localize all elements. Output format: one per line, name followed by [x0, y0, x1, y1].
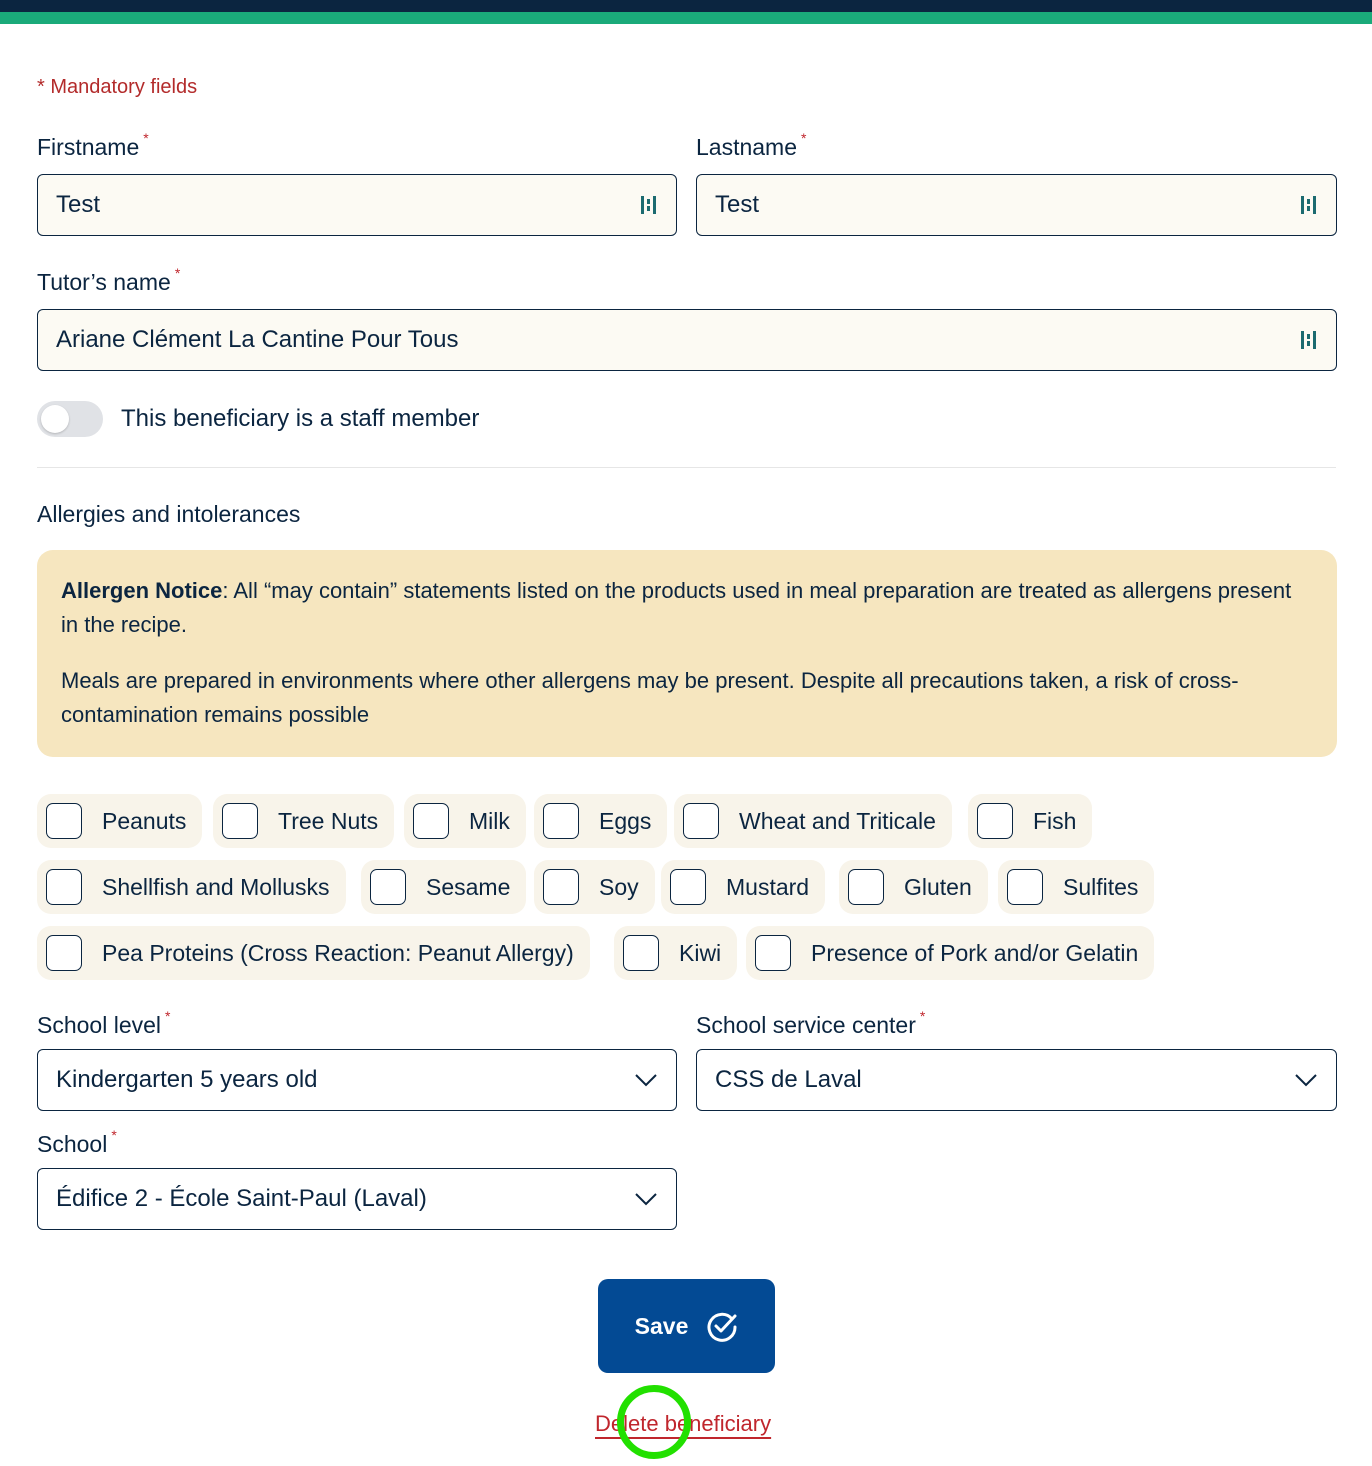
- checkbox[interactable]: [1007, 869, 1043, 905]
- allergy-option-peanuts[interactable]: [37, 794, 202, 848]
- allergy-option-label: Sulfites: [1063, 873, 1139, 900]
- checkbox[interactable]: [543, 869, 579, 905]
- required-marker: *: [174, 265, 181, 281]
- allergy-option-label: Wheat and Triticale: [739, 807, 936, 834]
- allergies-section-title: Allergies and intolerances: [37, 501, 301, 527]
- checkbox[interactable]: [848, 869, 884, 905]
- required-marker: *: [919, 1008, 926, 1024]
- allergy-option-label: Eggs: [599, 807, 652, 834]
- firstname-label: [37, 130, 149, 161]
- checkbox[interactable]: [623, 935, 659, 971]
- autofill-icon[interactable]: [1300, 193, 1318, 217]
- school-label-text: School: [37, 1131, 108, 1157]
- school-service-center-value: CSS de Laval: [715, 1066, 862, 1093]
- allergy-option-label: Presence of Pork and/or Gelatin: [811, 939, 1139, 966]
- school-value: Édifice 2 - École Saint-Paul (Laval): [56, 1185, 427, 1212]
- save-button[interactable]: [598, 1279, 775, 1373]
- school-level-label: [37, 1008, 171, 1039]
- allergy-option-label: Gluten: [904, 873, 972, 900]
- lastname-field[interactable]: [696, 174, 1337, 236]
- allergy-option-gluten[interactable]: [839, 860, 988, 914]
- allergy-option-label: Soy: [599, 873, 639, 900]
- checkbox[interactable]: [413, 803, 449, 839]
- checkbox[interactable]: [370, 869, 406, 905]
- chevron-down-icon: [1294, 1066, 1318, 1094]
- allergy-option-kiwi[interactable]: [614, 926, 737, 980]
- lastname-label: [696, 130, 807, 161]
- tutor-label: [37, 265, 181, 296]
- checkbox[interactable]: [755, 935, 791, 971]
- lastname-label-text: Lastname: [696, 134, 798, 160]
- checkbox[interactable]: [543, 803, 579, 839]
- firstname-field[interactable]: [37, 174, 677, 236]
- allergen-notice-paragraph-2: Meals are prepared in environments where other allergens may be present. Despite all precautions taken, a risk of cross-contamination remains possible: [61, 668, 1239, 727]
- tutor-name-field[interactable]: [37, 309, 1337, 371]
- top-bar-green-stripe: [0, 12, 1372, 24]
- checkbox[interactable]: [46, 869, 82, 905]
- checkbox[interactable]: [46, 803, 82, 839]
- lastname-value: Test: [715, 191, 760, 218]
- save-button-label: Save: [634, 1312, 689, 1339]
- allergy-option-tree-nuts[interactable]: [213, 794, 394, 848]
- required-marker: *: [801, 130, 807, 146]
- school-service-center-select[interactable]: [696, 1049, 1337, 1111]
- tutor-label-text: Tutor’s name: [37, 269, 171, 295]
- allergen-notice-paragraph-1: [61, 574, 1313, 642]
- required-marker: *: [143, 130, 149, 146]
- checkbox[interactable]: [977, 803, 1013, 839]
- autofill-icon[interactable]: [640, 193, 658, 217]
- allergen-notice: [37, 550, 1337, 757]
- allergy-option-label: Milk: [469, 807, 510, 834]
- allergy-option-label: Tree Nuts: [278, 807, 379, 834]
- required-marker: *: [165, 1008, 171, 1024]
- allergy-option-pork-gelatin[interactable]: [746, 926, 1154, 980]
- allergen-notice-text: : All “may contain” statements listed on the products used in meal preparation are treated as allergens present in the recipe.: [61, 578, 1292, 637]
- tutor-name-value: Ariane Clément La Cantine Pour Tous: [56, 326, 459, 353]
- top-bar-dark-stripe: [0, 0, 1372, 12]
- autofill-icon[interactable]: [1300, 328, 1318, 352]
- staff-member-toggle[interactable]: [37, 401, 103, 437]
- allergen-notice-heading: Allergen Notice: [61, 578, 223, 603]
- allergy-option-label: Mustard: [726, 873, 810, 900]
- section-divider: [37, 467, 1336, 468]
- allergy-option-wheat-and-triticale[interactable]: [674, 794, 952, 848]
- allergy-option-label: Pea Proteins (Cross Reaction: Peanut Allergy): [102, 939, 574, 966]
- allergy-option-soy[interactable]: [534, 860, 655, 914]
- firstname-label-text: Firstname: [37, 134, 140, 160]
- check-circle-icon: [706, 1310, 738, 1342]
- firstname-value: Test: [56, 191, 101, 218]
- school-service-center-label-text: School service center: [696, 1012, 916, 1038]
- allergy-option-shellfish-and-mollusks[interactable]: [37, 860, 346, 914]
- allergy-option-label: Shellfish and Mollusks: [102, 873, 330, 900]
- top-accent-bar: [0, 0, 1372, 24]
- school-label: [37, 1127, 117, 1158]
- allergy-option-pea-proteins[interactable]: [37, 926, 590, 980]
- mandatory-fields-note: * Mandatory fields: [37, 76, 198, 98]
- allergy-option-label: Sesame: [426, 873, 511, 900]
- school-level-label-text: School level: [37, 1012, 162, 1038]
- allergy-option-eggs[interactable]: [534, 794, 667, 848]
- allergy-option-label: Fish: [1033, 807, 1077, 834]
- chevron-down-icon: [634, 1185, 658, 1213]
- school-level-select[interactable]: [37, 1049, 677, 1111]
- checkbox[interactable]: [46, 935, 82, 971]
- checkbox[interactable]: [222, 803, 258, 839]
- staff-member-label: This beneficiary is a staff member: [121, 405, 480, 432]
- allergy-option-mustard[interactable]: [661, 860, 825, 914]
- checkbox[interactable]: [670, 869, 706, 905]
- delete-beneficiary-link[interactable]: Delete beneficiary: [595, 1411, 772, 1436]
- allergy-option-label: Peanuts: [102, 807, 187, 834]
- school-service-center-label: [696, 1008, 926, 1039]
- click-indicator: [617, 1385, 691, 1459]
- allergy-option-milk[interactable]: [404, 794, 526, 848]
- allergy-option-sesame[interactable]: [361, 860, 526, 914]
- allergy-option-sulfites[interactable]: [998, 860, 1154, 914]
- toggle-knob: [41, 405, 69, 433]
- chevron-down-icon: [634, 1066, 658, 1094]
- allergy-option-label: Kiwi: [679, 939, 722, 966]
- allergy-option-fish[interactable]: [968, 794, 1092, 848]
- required-marker: *: [111, 1127, 117, 1143]
- school-level-value: Kindergarten 5 years old: [56, 1066, 318, 1093]
- checkbox[interactable]: [683, 803, 719, 839]
- school-select[interactable]: [37, 1168, 677, 1230]
